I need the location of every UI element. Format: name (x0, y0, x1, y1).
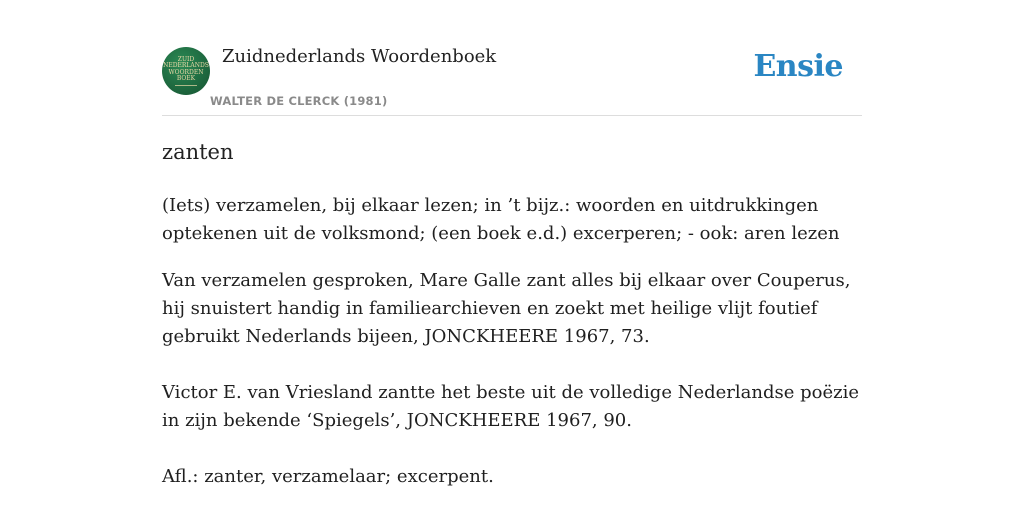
entry-examples (162, 267, 872, 512)
cover-text-line: WOORDEN (168, 68, 204, 76)
dictionary-author: WALTER DE CLERCK (1981) (210, 94, 388, 108)
cover-text-line: ZUID (177, 55, 195, 63)
entry-definition: (Iets) verzamelen, bij elkaar lezen; in ’t bijz.: woorden en uitdrukkingen optekenen uit de volksmond; (een boek e.d.) excerperen; - ook: aren lezen (162, 195, 840, 244)
derivation-note: Afl.: zanter, verzamelaar; excerpent. (162, 466, 494, 487)
entry-headword: zanten (162, 140, 234, 164)
example-quote: Victor E. van Vriesland zantte het beste uit de volledige Nederlandse poëzie in zijn bekende ‘Spiegels’, JONCKHEERE 1967, 90. (162, 382, 860, 431)
cover-divider (175, 85, 197, 86)
cover-text-line: NEDERLANDS (163, 62, 209, 69)
cover-text-line: BOEK (176, 75, 196, 82)
dictionary-title-link[interactable]: Zuidnederlands Woordenboek (222, 46, 497, 67)
example-quote: Van verzamelen gesproken, Mare Galle zant alles bij elkaar over Couperus, hij snuistert handig in familiearchieven en zoekt met heilige vlijt foutief gebruikt Nederlands bijeen, JONCKHEERE 1967, 73. (162, 270, 851, 347)
dictionary-cover-image[interactable] (162, 47, 210, 95)
ensie-logo-link[interactable]: Ensie (753, 49, 843, 84)
dictionary-header (162, 44, 862, 116)
